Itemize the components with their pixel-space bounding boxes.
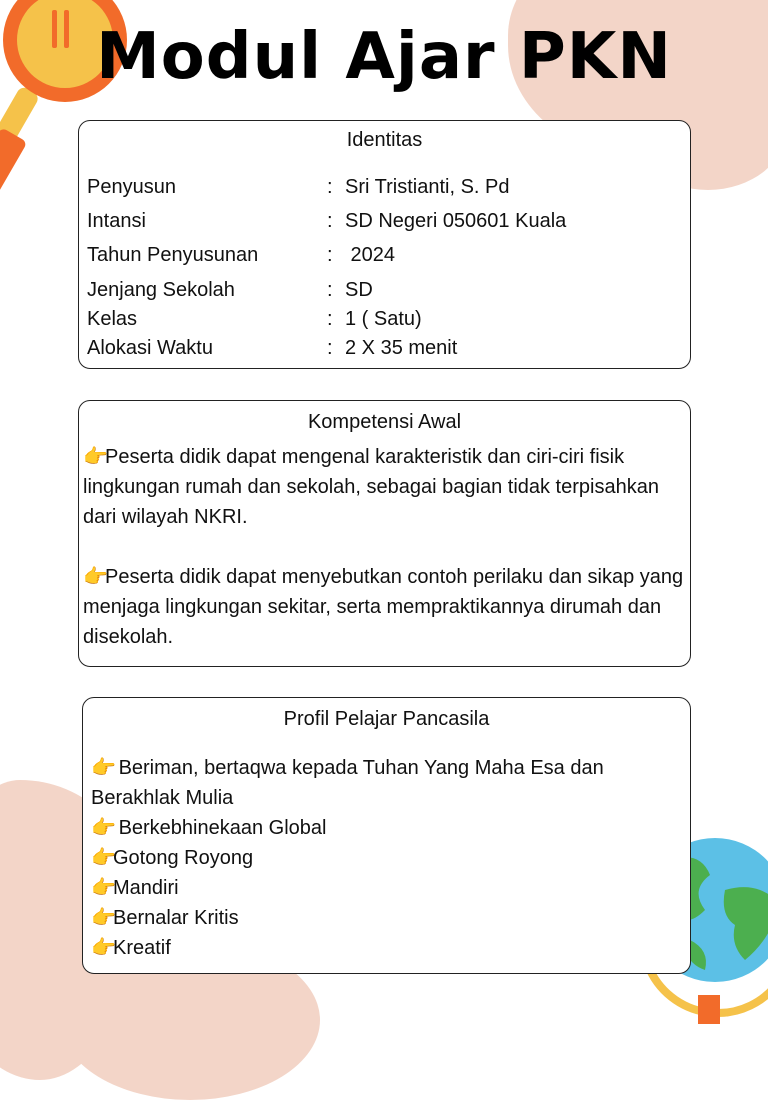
- list-item: [91, 843, 682, 873]
- list-item: [91, 873, 682, 903]
- pointing-hand-icon: 👉: [91, 757, 116, 779]
- list-item: [91, 933, 682, 963]
- identity-value: Sri Tristianti, S. Pd: [345, 176, 510, 198]
- identity-label: Jenjang Sekolah: [87, 279, 235, 301]
- identity-label: Penyusun: [87, 176, 176, 198]
- identity-label: Alokasi Waktu: [87, 337, 213, 359]
- identity-label: Tahun Penyusunan: [87, 244, 259, 266]
- identity-label: Kelas: [87, 308, 138, 330]
- list-item: [91, 903, 682, 933]
- identity-value: 2 X 35 menit: [345, 337, 458, 359]
- identity-value: 2024: [345, 244, 396, 266]
- pointing-hand-icon: 👉: [91, 817, 116, 839]
- pointing-hand-icon: 👉: [91, 847, 116, 869]
- kompetensi-text: Peserta didik dapat mengenal karakteristik dan ciri-ciri fisik lingkungan rumah dan sekolah, sebagai bagian tidak terpisahkan dari wilayah NKRI.: [83, 446, 659, 528]
- identity-separator: :: [327, 244, 333, 266]
- identity-value: 1 ( Satu): [345, 308, 422, 330]
- list-item: [91, 813, 682, 843]
- kompetensi-awal-card: [78, 400, 691, 667]
- pointing-hand-icon: 👉: [83, 566, 108, 588]
- identity-separator: :: [327, 279, 333, 301]
- kompetensi-text: Peserta didik dapat menyebutkan contoh perilaku dan sikap yang menjaga lingkungan sekitar, serta mempraktikannya dirumah dan disekolah.: [83, 566, 684, 648]
- list-item-text: Berkebhinekaan Global: [118, 817, 327, 839]
- identity-value: SD: [345, 279, 373, 301]
- kompetensi-paragraph: [83, 442, 686, 532]
- identity-separator: :: [327, 337, 333, 359]
- kompetensi-heading: Kompetensi Awal: [307, 411, 462, 433]
- list-item-text: Kreatif: [113, 937, 171, 959]
- list-item: [91, 753, 682, 813]
- identity-card: [78, 120, 691, 369]
- identity-separator: :: [327, 308, 333, 330]
- list-item-text: Mandiri: [113, 877, 179, 899]
- list-item-text: Bernalar Kritis: [113, 907, 239, 929]
- identity-row: [87, 337, 457, 360]
- identity-heading: Identitas: [346, 129, 423, 151]
- identity-row: [87, 176, 510, 199]
- identity-value: SD Negeri 050601 Kuala: [345, 210, 567, 232]
- identity-row: [87, 308, 422, 331]
- list-item-text: Gotong Royong: [113, 847, 254, 869]
- profil-pelajar-card: [82, 697, 691, 974]
- identity-separator: :: [327, 210, 333, 232]
- identity-separator: :: [327, 176, 333, 198]
- pointing-hand-icon: 👉: [91, 937, 116, 959]
- kompetensi-paragraph: [83, 562, 686, 652]
- pointing-hand-icon: 👉: [83, 446, 108, 468]
- identity-row: [87, 279, 373, 302]
- identity-label: Intansi: [87, 210, 146, 232]
- list-item-text: Beriman, bertaqwa kepada Tuhan Yang Maha Esa dan Berakhlak Mulia: [91, 757, 604, 809]
- identity-row: [87, 210, 566, 233]
- pointing-hand-icon: 👉: [91, 877, 116, 899]
- page-title: Modul Ajar PKN: [96, 20, 672, 94]
- pointing-hand-icon: 👉: [91, 907, 116, 929]
- identity-row: [87, 244, 395, 267]
- profil-heading: Profil Pelajar Pancasila: [283, 708, 490, 730]
